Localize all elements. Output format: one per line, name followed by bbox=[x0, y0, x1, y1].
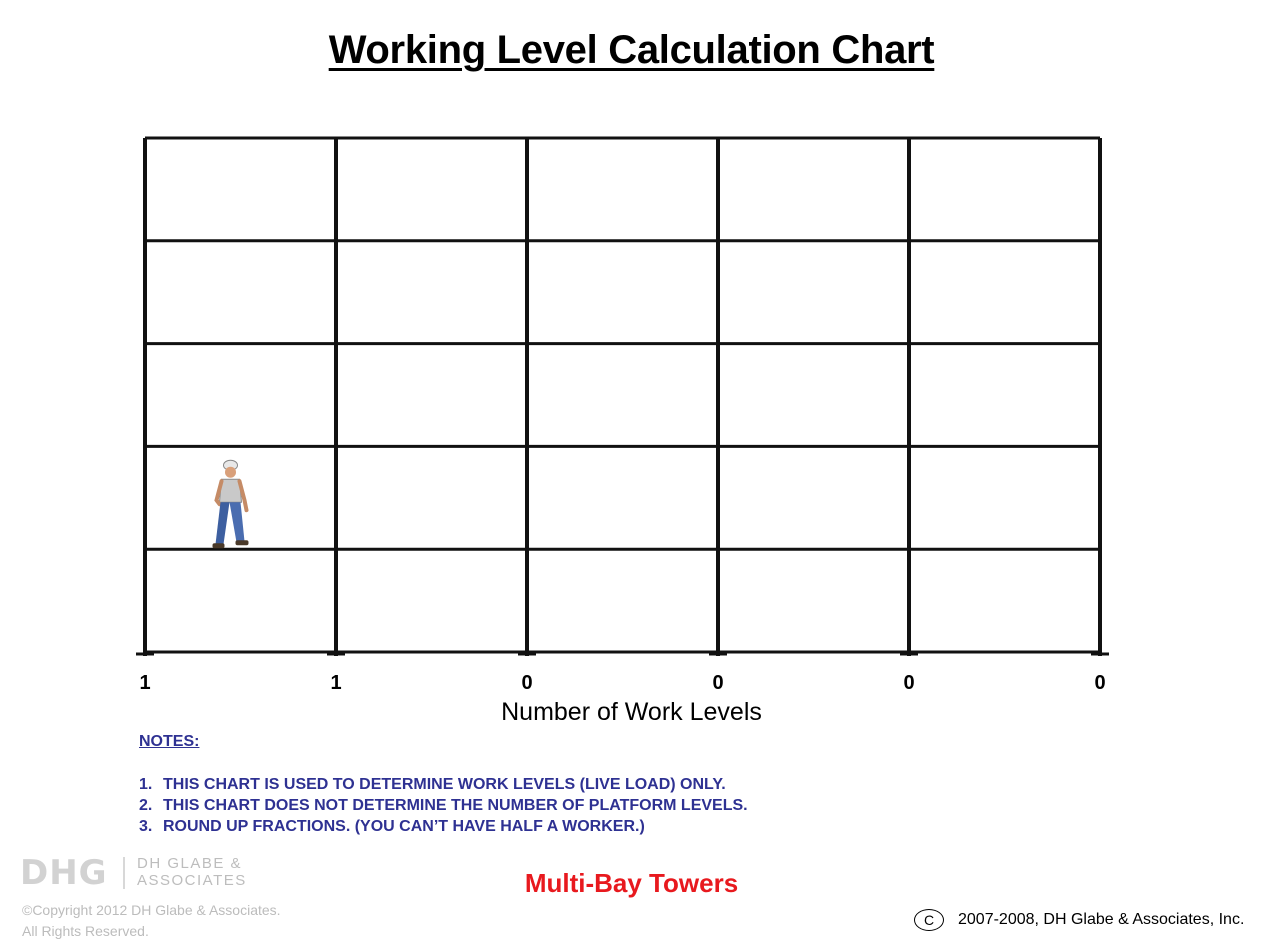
notes-heading: NOTES: bbox=[139, 733, 200, 750]
axis-label: Number of Work Levels bbox=[501, 698, 762, 726]
note-item: 2. THIS CHART DOES NOT DETERMINE THE NUMBER OF PLATFORM LEVELS. bbox=[139, 797, 748, 814]
copyright-left: ©Copyright 2012 DH Glabe & Associates. All Rights Reserved. bbox=[22, 902, 281, 939]
copyright-text: 2007-2008, DH Glabe & Associates, Inc. bbox=[958, 911, 1245, 928]
note-item: 3. ROUND UP FRACTIONS. (YOU CAN’T HAVE HALF A WORKER.) bbox=[139, 818, 645, 835]
column-label: 0 bbox=[1094, 672, 1106, 694]
subtitle: Multi-Bay Towers bbox=[524, 868, 739, 898]
column-label: 0 bbox=[521, 672, 533, 694]
column-label: 1 bbox=[139, 672, 151, 694]
logo-text: DH GLABE & ASSOCIATES bbox=[137, 855, 247, 889]
column-label: 0 bbox=[712, 672, 724, 694]
worker-figure bbox=[213, 460, 249, 548]
copyright-icon: C bbox=[914, 909, 944, 931]
page-title: Working Level Calculation Chart bbox=[328, 28, 935, 72]
notes-list bbox=[139, 774, 748, 837]
note-item: 1. THIS CHART IS USED TO DETERMINE WORK LEVELS (LIVE LOAD) ONLY. bbox=[139, 776, 726, 793]
copyright-right bbox=[914, 909, 1244, 931]
logo-mark: DHG bbox=[20, 853, 108, 893]
column-label: 0 bbox=[903, 672, 915, 694]
column-label: 1 bbox=[330, 672, 342, 694]
